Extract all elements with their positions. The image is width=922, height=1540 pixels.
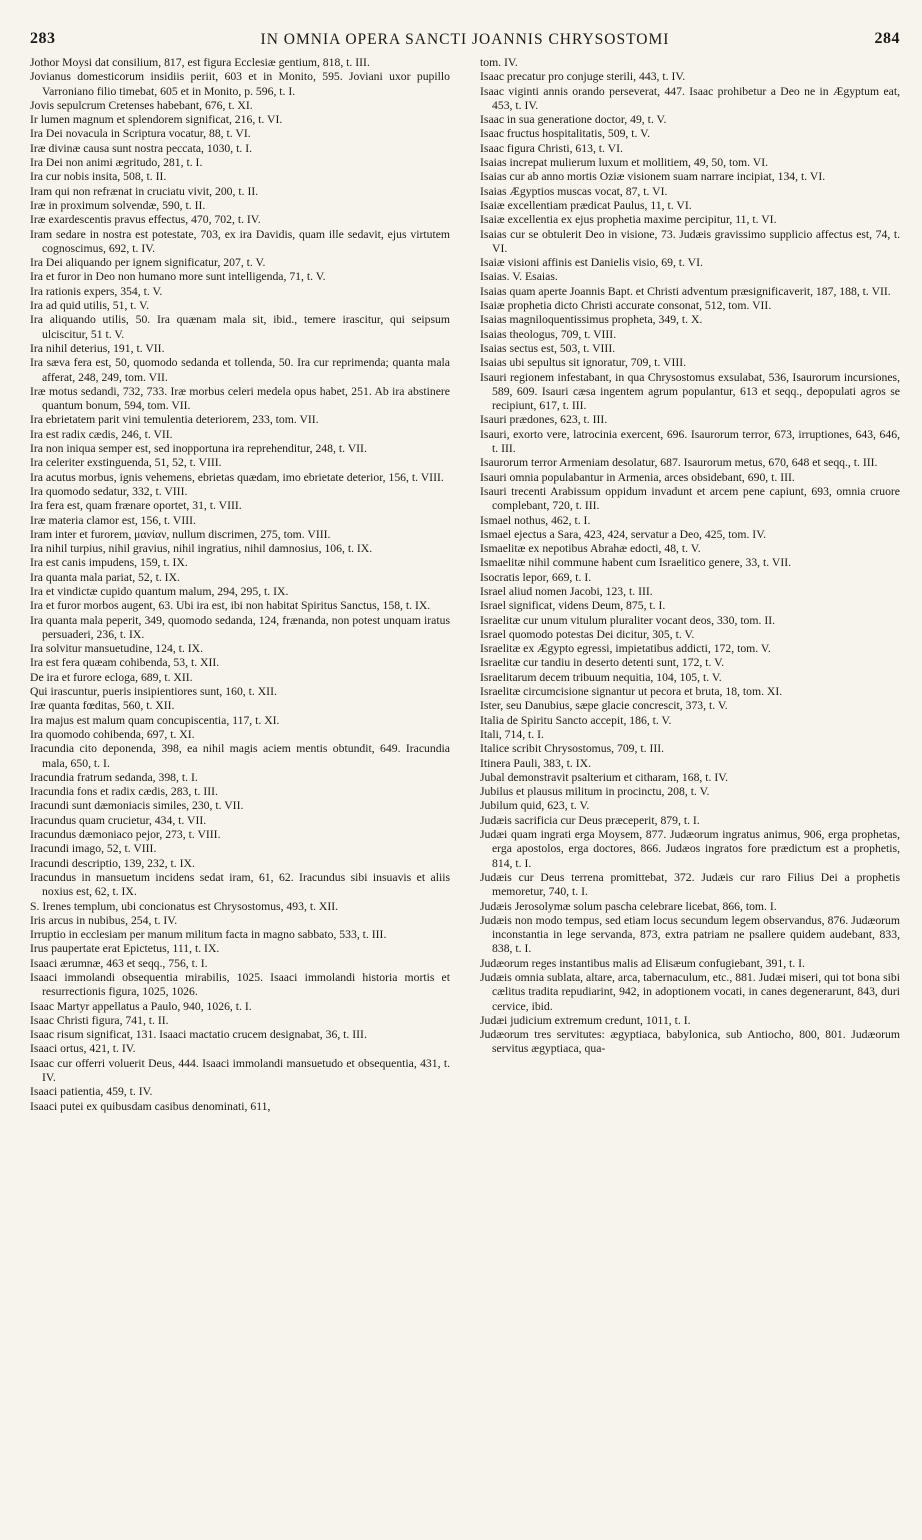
index-entry: Ira majus est malum quam concupiscentia, 117, t. XI. (30, 713, 280, 727)
index-entry: Irruptio in ecclesiam per manum militum facta in magno sabbato, 533, t. III. (30, 928, 387, 942)
index-entry: Ira ad quid utilis, 51, t. V. (30, 299, 150, 313)
index-entry: Ira rationis expers, 354, t. V. (30, 284, 163, 298)
index-entry: Ira quanta mala pariat, 52, t. IX. (30, 570, 180, 584)
index-entry: Judæi quam ingrati erga Moysem, 877. Judæorum ingratus animus, 906, erga prophetas, erga apostolos, erga doctores, 866. Judæos ingratos fore prædictum est a prophetis, 814, t. I. (480, 828, 900, 870)
index-entry: Ismaelitæ ex nepotibus Abrahæ edocti, 48, t. V. (480, 542, 701, 556)
page-number-right: 284 (874, 30, 900, 47)
index-entry: Ira acutus morbus, ignis vehemens, ebrietas quædam, imo ebrietate deterior, 156, t. VIII. (30, 470, 444, 484)
index-entry: Isaias cur se obtulerit Deo in visione, 73. Judæis gravissimo supplicio affectus est, 74, t. VI. (480, 227, 900, 255)
index-entry: Jothor Moysi dat consilium, 817, est figura Ecclesiæ gentium, 818, t. III. (30, 56, 370, 69)
index-entry: Judæis Jerosolymæ solum pascha celebrare licebat, 866, tom. I. (480, 899, 777, 913)
index-entry: Iracundi imago, 52, t. VIII. (30, 842, 157, 856)
index-entry: Isauri omnia populabantur in Armenia, arces obsidebant, 690, t. III. (480, 470, 795, 484)
index-entry: Ira et furor in Deo non humano more sunt intelligenda, 71, t. V. (30, 270, 326, 284)
right-column (480, 56, 900, 1114)
index-entry: Isaac Martyr appellatus a Paulo, 940, 1026, t. I. (30, 999, 252, 1013)
index-entry: Isaaci ortus, 421, t. IV. (30, 1042, 136, 1056)
index-entry: Jovis sepulcrum Cretenses habebant, 676, t. XI. (30, 98, 253, 112)
index-entry: Italia de Spiritu Sancto accepit, 186, t. V. (480, 713, 672, 727)
index-entry: Ira quanta mala peperit, 349, quomodo sedanda, 124, frænanda, non potest unquam iratus persuaderi, 236, t. IX. (30, 613, 450, 641)
index-entry: Iræ materia clamor est, 156, t. VIII. (30, 513, 196, 527)
index-entry: Jubilus et plausus militum in procinctu, 208, t. V. (480, 785, 710, 799)
index-entry: Israel aliud nomen Jacobi, 123, t. III. (480, 584, 653, 598)
index-entry: Ira et furor morbos augent, 63. Ubi ira est, ibi non habitat Spiritus Sanctus, 158, t. IX. (30, 599, 431, 613)
index-entry: Ismael ejectus a Sara, 423, 424, servatur a Deo, 425, tom. IV. (480, 527, 767, 541)
page-number-left: 283 (30, 30, 56, 47)
index-entry: Isaias theologus, 709, t. VIII. (480, 327, 617, 341)
index-entry: Ismael nothus, 462, t. I. (480, 513, 591, 527)
index-entry: Iracundus quam crucietur, 434, t. VII. (30, 813, 207, 827)
index-entry: Ira solvitur mansuetudine, 124, t. IX. (30, 642, 204, 656)
index-entry: Israelitæ ex Ægypto egressi, impietatibus addicti, 172, tom. V. (480, 642, 771, 656)
index-entry: Ira cur nobis insita, 508, t. II. (30, 170, 167, 184)
index-entry: Isaiæ visioni affinis est Danielis visio, 69, t. VI. (480, 256, 703, 270)
index-entry: Iram inter et furorem, μανίαν, nullum discrimen, 275, tom. VIII. (30, 527, 331, 541)
index-entry: Isaias magniloquentissimus propheta, 349, t. X. (480, 313, 703, 327)
index-entry: Israelitæ circumcisione signantur ut pecora et bruta, 18, tom. XI. (480, 685, 783, 699)
left-column (30, 56, 450, 1114)
index-entry: Isaaci patientia, 459, t. IV. (30, 1085, 153, 1099)
index-entry: Ira Dei novacula in Scriptura vocatur, 88, t. VI. (30, 127, 251, 141)
index-entry: Iracundi sunt dæmoniacis similes, 230, t. VII. (30, 799, 244, 813)
index-entry: Iram sedare in nostra est potestate, 703, ex ira Davidis, quam ille sedavit, ejus virtutem cognoscimus, 692, t. IV. (30, 227, 450, 255)
index-entry: Isaaci putei ex quibusdam casibus denominati, 611, (30, 1099, 271, 1113)
index-entry: Isaac fructus hospitalitatis, 509, t. V. (480, 127, 650, 141)
index-entry: Ismaelitæ nihil commune habent cum Israelitico genere, 33, t. VII. (480, 556, 792, 570)
index-entry: Isaias sectus est, 503, t. VIII. (480, 341, 616, 355)
index-entry: Isaac in sua generatione doctor, 49, t. V. (480, 113, 667, 127)
index-entry: S. Irenes templum, ubi concionatus est Chrysostomus, 493, t. XII. (30, 899, 339, 913)
index-entry: Isaac viginti annis orando perseverat, 447. Isaac prohibetur a Deo ne in Ægyptum eat, 453, t. IV. (480, 84, 900, 112)
index-entry: Ira non iniqua semper est, sed inopportuna ira reprehenditur, 248, t. VII. (30, 442, 367, 456)
running-title: IN OMNIA OPERA SANCTI JOANNIS CHRYSOSTOMI (260, 31, 670, 48)
index-entry: Iræ divinæ causa sunt nostra peccata, 1030, t. I. (30, 141, 253, 155)
index-entry: Ira quomodo cohibenda, 697, t. XI. (30, 727, 195, 741)
index-entry: Isaac risum significat, 131. Isaaci mactatio crucem designabat, 36, t. III. (30, 1028, 367, 1042)
index-entry: Ir lumen magnum et splendorem significat, 216, t. VI. (30, 113, 283, 127)
index-entry: Ira Dei non animi ægritudo, 281, t. I. (30, 156, 203, 170)
index-entry: Isaurorum terror Armeniam desolatur, 687. Isaurorum metus, 670, 648 et seqq., t. III. (480, 456, 878, 470)
index-entry: Ira nihil turpius, nihil gravius, nihil ingratius, nihil damnosius, 106, t. IX. (30, 542, 373, 556)
index-entry: Ira et vindictæ cupido quantum malum, 294, 295, t. IX. (30, 584, 289, 598)
page-header (30, 30, 900, 50)
index-entry: Isaaci ærumnæ, 463 et seqq., 756, t. I. (30, 956, 208, 970)
index-entry: Israelitæ cur unum vitulum pluraliter vocant deos, 330, tom. II. (480, 613, 776, 627)
index-entry: Ira nihil deterius, 191, t. VII. (30, 341, 165, 355)
index-entry: Iræ exardescentis pravus effectus, 470, 702, t. IV. (30, 213, 261, 227)
index-entry: Isaiæ prophetia dicto Christi accurate consonat, 512, tom. VII. (480, 299, 772, 313)
index-entry: Ira Dei aliquando per ignem significatur, 207, t. V. (30, 256, 266, 270)
index-entry: Iræ motus sedandi, 732, 733. Iræ morbus celeri medela opus habet, 251. Ab ira abstinere quantum bonum, 594, tom. VII. (30, 384, 450, 413)
index-entry: Ira ebrietatem parit vini temulentia deteriorem, 233, tom. VII. (30, 413, 319, 427)
index-entry: Iracundia fratrum sedanda, 398, t. I. (30, 770, 198, 784)
index-entry: Isaac precatur pro conjuge sterili, 443, t. IV. (480, 70, 686, 84)
index-entry: Jubilum quid, 623, t. V. (480, 799, 590, 813)
index-entry: Isauri prædones, 623, t. III. (480, 413, 608, 427)
index-entry: Isaac cur offerri voluerit Deus, 444. Isaaci immolandi mansuetudo et obsequentia, 431, t. IV. (30, 1056, 450, 1085)
index-entry: Iracundus dæmoniaco pejor, 273, t. VIII. (30, 828, 221, 842)
index-entry: Isaiæ excellentiam prædicat Paulus, 11, t. VI. (480, 198, 692, 212)
index-entry: Ira est fera quæam cohibenda, 53, t. XII. (30, 656, 220, 670)
index-entry: Iram qui non refrænat in cruciatu vivit, 200, t. II. (30, 184, 259, 198)
index-entry: Israelitæ cur tandiu in deserto detenti sunt, 172, t. V. (480, 656, 724, 670)
index-entry: Ira aliquando utilis, 50. Ira quænam mala sit, ibid., temere irascitur, qui seipsum ulciscitur, 51 t. V. (30, 313, 450, 341)
index-entry: Iris arcus in nubibus, 254, t. IV. (30, 913, 178, 927)
index-entry: Iræ in proximum solvendæ, 590, t. II. (30, 198, 206, 212)
index-entry: Isaias cur ab anno mortis Oziæ visionem suam narrare incipiat, 134, t. VI. (480, 170, 826, 184)
index-entry: Isauri trecenti Arabissum oppidum invadunt et arcem pene capiunt, 693, omnia cruore complebant, 720, t. III. (480, 484, 900, 513)
index-entry: Ira est radix cædis, 246, t. VII. (30, 427, 173, 441)
index-entry: Judæis non modo tempus, sed etiam locus secundum legem observandus, 876. Judæorum inconstantia in lege servanda, 873, extra patriam ne psallere quidem audebant, 833, 838, t. I. (480, 913, 900, 956)
index-entry: Iræ quanta fœditas, 560, t. XII. (30, 699, 175, 713)
index-entry: Jovianus domesticorum insidiis periit, 603 et in Monito, 595. Joviani uxor pupillo Varroniano filio timebat, 605 et in Monito, p. 596, t. I. (30, 70, 450, 98)
index-entry: Ira est canis impudens, 159, t. IX. (30, 556, 188, 570)
index-entry: Israel quomodo potestas Dei dicitur, 305, t. V. (480, 627, 695, 641)
index-entry: Jubal demonstravit psalterium et citharam, 168, t. IV. (480, 770, 729, 784)
index-entry: Ister, seu Danubius, sæpe glacie concrescit, 373, t. V. (480, 699, 728, 713)
index-entry: Isauri, exorto vere, latrocinia exercent, 696. Isaurorum terror, 673, irruptiones, 643, 646, t. III. (480, 427, 900, 456)
index-entry: Israelitarum decem tribuum nequitia, 104, 105, t. V. (480, 670, 722, 684)
index-entry: Judæorum reges instantibus malis ad Elisæum confugiebant, 391, t. I. (480, 956, 805, 970)
index-entry: Iracundus in mansuetum incidens sedat iram, 61, 62. Iracundus sibi insuavis et aliis noxius est, 62, t. IX. (30, 870, 450, 899)
index-entry: Isaias increpat mulierum luxum et mollitiem, 49, 50, tom. VI. (480, 156, 769, 170)
index-entry: Isaaci immolandi obsequentia mirabilis, 1025. Isaaci immolandi historia mortis et resurrectionis figura, 1025, 1026. (30, 971, 450, 999)
index-entry: Isauri regionem infestabant, in qua Chrysostomus exsulabat, 536, Isaurorum incursiones, 589, 609. Isauri cæsa ingentem agrum populantur, 613 et seqq., depopulati agros se recipiunt, 617, t. III. (480, 370, 900, 413)
index-entry: Isocratis lepor, 669, t. I. (480, 570, 592, 584)
index-entry: Italice scribit Chrysostomus, 709, t. III. (480, 742, 665, 756)
index-entry: Judæis cur Deus terrena promittebat, 372. Judæis cur raro Filius Dei a prophetis memoretur, 740, t. I. (480, 870, 900, 899)
index-entry: Iracundi descriptio, 139, 232, t. IX. (30, 856, 195, 870)
index-entry: Judæis sacrificia cur Deus præceperit, 879, t. I. (480, 813, 700, 827)
index-entry: Isaac figura Christi, 613, t. VI. (480, 141, 623, 155)
index-entry: Iracundia cito deponenda, 398, ea nihil magis aciem mentis obtundit, 649. Iracundia mala, 650, t. I. (30, 742, 450, 770)
index-entry: Iracundia fons et radix cædis, 283, t. III. (30, 785, 218, 799)
index-entry: Irus paupertate erat Epictetus, 111, t. IX. (30, 942, 220, 956)
index-entry: Israel significat, videns Deum, 875, t. I. (480, 599, 666, 613)
index-entry: De ira et furore ecloga, 689, t. XII. (30, 670, 193, 684)
index-entry: Qui irascuntur, pueris insipientiores sunt, 160, t. XII. (30, 685, 277, 699)
index-entry: Judæis omnia sublata, altare, arca, tabernaculum, etc., 881. Judæi miseri, qui tot bona sibi cælitus tradita repudiarint, 942, in adoptionem vocati, in canes degenerarunt, 843, duri cervice, ibid. (480, 971, 900, 1013)
index-entry: Ira quomodo sedatur, 332, t. VIII. (30, 484, 188, 498)
index-entry: Judæorum tres servitutes: ægyptiaca, babylonica, sub Antiocho, 800, 801. Judæorum servitus ægyptiaca, qua- (480, 1028, 900, 1056)
index-entry: Itinera Pauli, 383, t. IX. (480, 756, 592, 770)
index-entry: Isaias ubi sepultus sit ignoratur, 709, t. VIII. (480, 356, 687, 370)
index-entry: Judæi judicium extremum credunt, 1011, t. I. (480, 1013, 691, 1027)
index-entry: Ira celeriter exstinguenda, 51, 52, t. VIII. (30, 456, 222, 470)
index-entry: Ira fera est, quam frænare oportet, 31, t. VIII. (30, 499, 242, 513)
index-entry: Isaias quam aperte Joannis Bapt. et Christi adventum præsignificaverit, 187, 188, t. VII. (480, 284, 891, 298)
index-columns (30, 56, 900, 1114)
index-entry: Isaiæ excellentia ex ejus prophetia maxime percipitur, 11, t. VI. (480, 213, 777, 227)
index-entry: Isaias Ægyptios muscas vocat, 87, t. VI. (480, 184, 668, 198)
index-entry-continuation: tom. IV. (480, 56, 518, 69)
index-entry: Itali, 714, t. I. (480, 727, 544, 741)
index-entry: Isaias. V. Esaias. (480, 270, 558, 284)
index-entry: Ira sæva fera est, 50, quomodo sedanda et tollenda, 50. Ira cur reprimenda; quanta mala afferat, 248, 249, tom. VII. (30, 356, 450, 384)
index-entry: Isaac Christi figura, 741, t. II. (30, 1013, 169, 1027)
